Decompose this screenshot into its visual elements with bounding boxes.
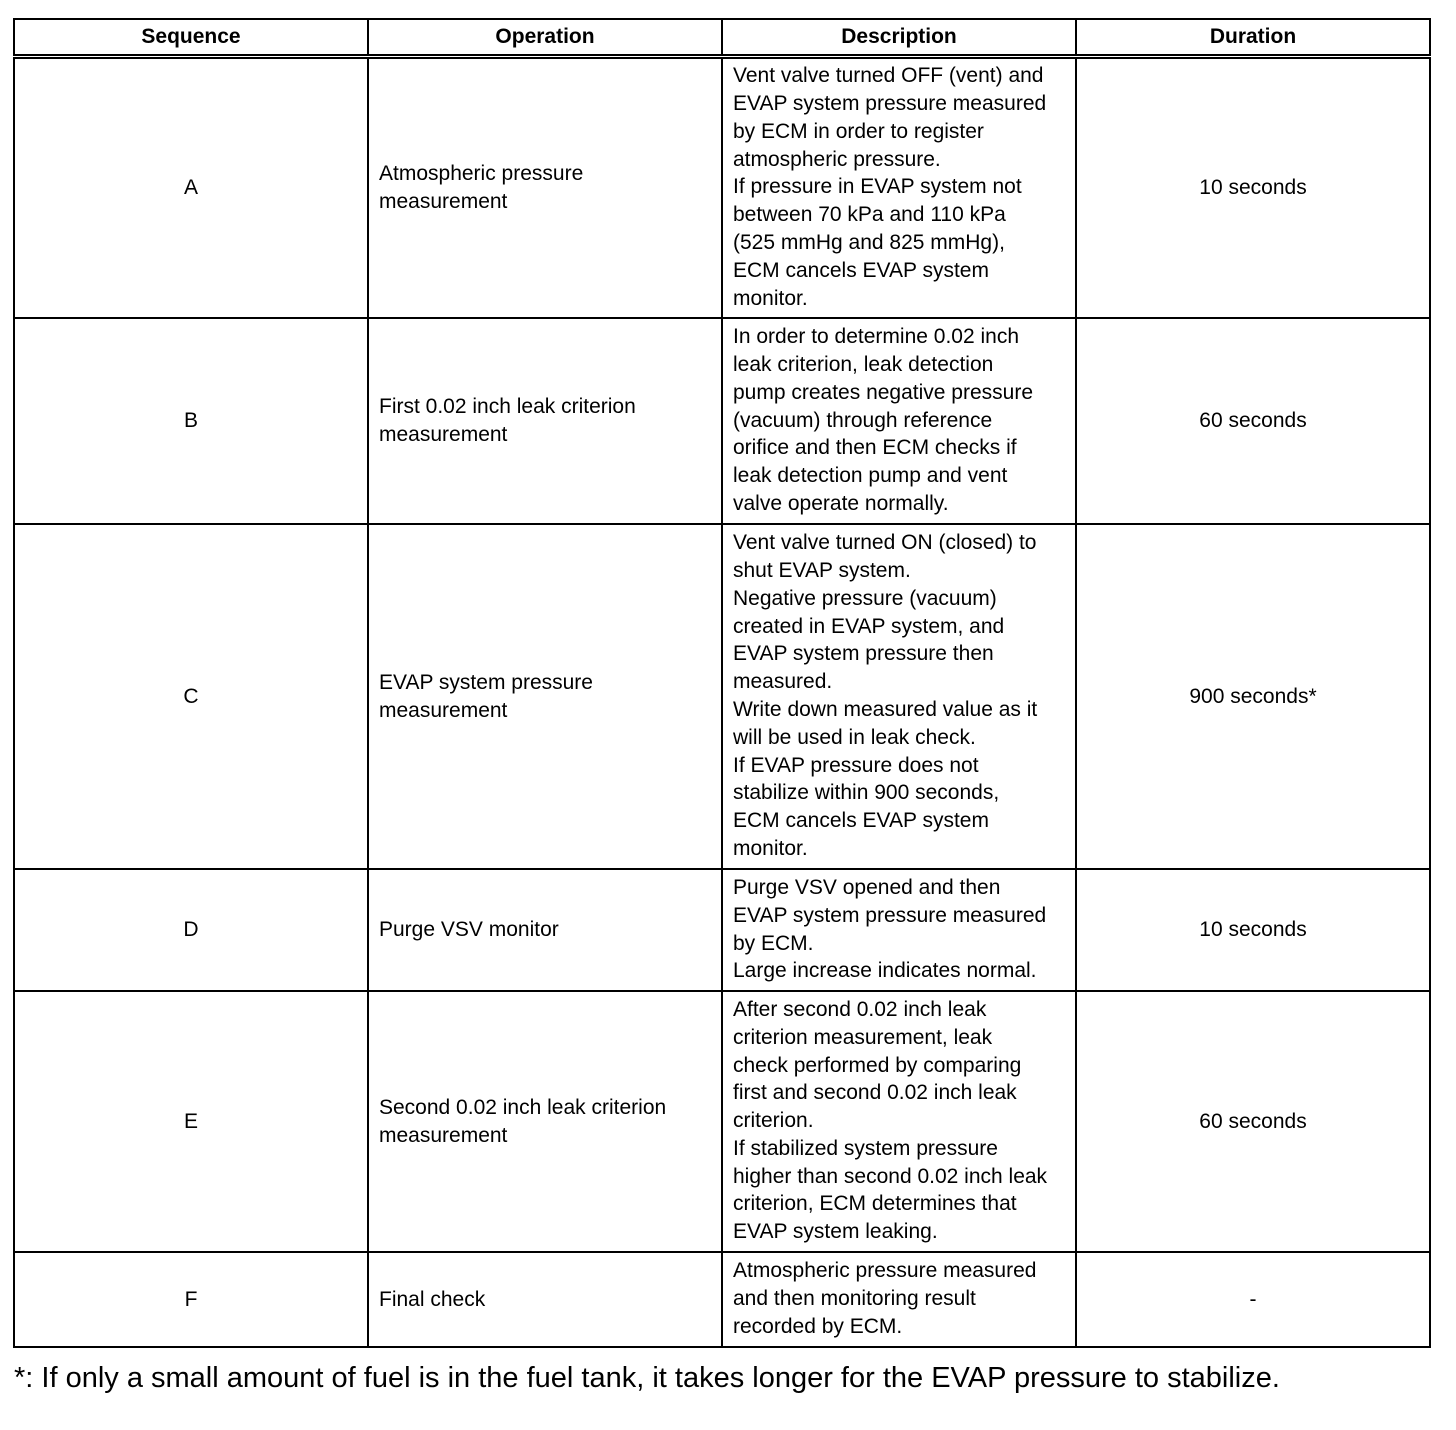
operation-text: EVAP system pressure measurement	[379, 670, 593, 722]
table-row	[14, 56, 1430, 318]
description-cell: In order to determine 0.02 inch leak criterion, leak detection pump creates negative pressure (vacuum) through reference orifice and then ECM checks if leak detection pump and vent valve operate normally.	[722, 318, 1076, 524]
description-cell: Vent valve turned OFF (vent) and EVAP system pressure measured by ECM in order to register atmospheric pressure. If pressure in EVAP system not between 70 kPa and 110 kPa (525 mmHg and 825 mmHg), ECM cancels EVAP system monitor.	[722, 56, 1076, 318]
header-sequence: Sequence	[14, 19, 368, 56]
operation-cell	[368, 318, 722, 524]
operation-cell	[368, 869, 722, 991]
description-cell: After second 0.02 inch leak criterion measurement, leak check performed by comparing first and second 0.02 inch leak criterion. If stabilized system pressure higher than second 0.02 inch leak criterion, ECM determines that EVAP system leaking.	[722, 991, 1076, 1252]
operation-text: Second 0.02 inch leak criterion measurement	[379, 1095, 667, 1147]
table-row	[14, 318, 1430, 524]
operation-text: Final check	[379, 1287, 486, 1311]
sequence-cell: C	[14, 524, 368, 869]
duration-cell: 60 seconds	[1076, 318, 1430, 524]
header-description: Description	[722, 19, 1076, 56]
operation-cell	[368, 524, 722, 869]
sequence-cell: B	[14, 318, 368, 524]
duration-cell: 900 seconds*	[1076, 524, 1430, 869]
table-header	[14, 19, 1430, 56]
duration-cell: 10 seconds	[1076, 56, 1430, 318]
operation-text: Purge VSV monitor	[379, 918, 559, 942]
description-cell: Atmospheric pressure measured and then monitoring result recorded by ECM.	[722, 1252, 1076, 1347]
duration-cell: -	[1076, 1252, 1430, 1347]
sequence-cell: D	[14, 869, 368, 991]
table-body	[14, 56, 1430, 1347]
sequence-cell: F	[14, 1252, 368, 1347]
duration-cell: 60 seconds	[1076, 991, 1430, 1252]
sequence-cell: E	[14, 991, 368, 1252]
table-row	[14, 991, 1430, 1252]
footnote: *: If only a small amount of fuel is in the fuel tank, it takes longer for the EVAP pressure to stabilize.	[14, 1362, 1280, 1394]
duration-cell: 10 seconds	[1076, 869, 1430, 991]
header-row	[14, 19, 1430, 56]
operation-text: Atmospheric pressure measurement	[379, 161, 584, 213]
operation-cell	[368, 1252, 722, 1347]
operation-text: First 0.02 inch leak criterion measurement	[379, 395, 636, 446]
description-cell: Vent valve turned ON (closed) to shut EVAP system. Negative pressure (vacuum) created in EVAP system, and EVAP system pressure then measured. Write down measured value as it will be used in leak check. If EVAP pressure does not stabilize within 900 seconds, ECM cancels EVAP system monitor.	[722, 524, 1076, 869]
header-operation: Operation	[368, 19, 722, 56]
operation-cell	[368, 991, 722, 1252]
table-row	[14, 869, 1430, 991]
table-row	[14, 1252, 1430, 1347]
header-duration: Duration	[1076, 19, 1430, 56]
operation-cell	[368, 56, 722, 318]
description-cell: Purge VSV opened and then EVAP system pressure measured by ECM. Large increase indicates normal.	[722, 869, 1076, 991]
sequence-cell: A	[14, 56, 368, 318]
evap-sequence-table	[13, 18, 1431, 1348]
table-row	[14, 524, 1430, 869]
